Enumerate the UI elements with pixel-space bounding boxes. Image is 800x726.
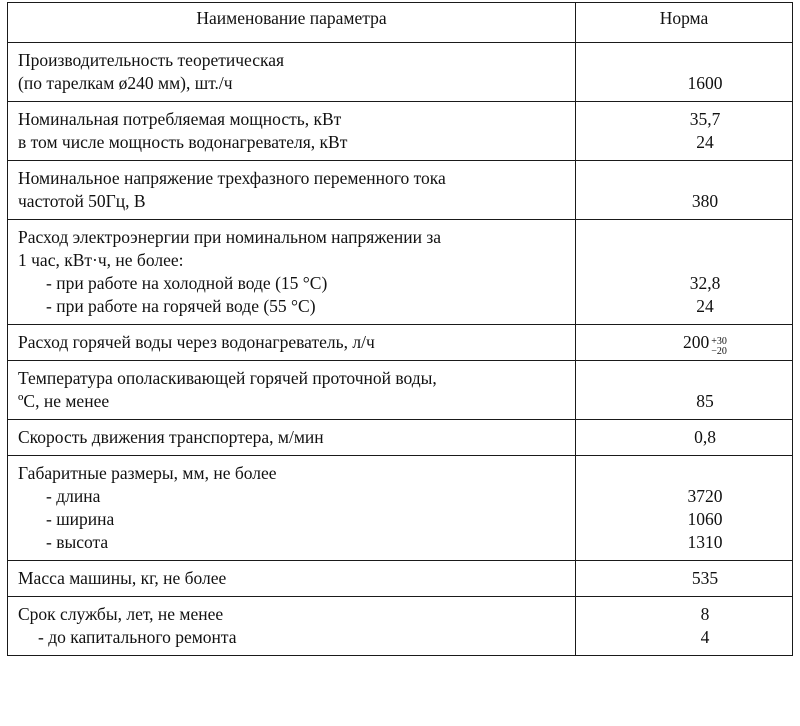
norm-value: 200: [683, 332, 710, 352]
norm-line: [624, 249, 786, 272]
norm-line: 535: [691, 568, 719, 588]
table-row: [8, 220, 793, 325]
norm-line-with-tolerance: [624, 331, 786, 357]
norm-line: 380: [691, 191, 719, 211]
norm-line: 8: [700, 604, 710, 624]
param-cell: [8, 220, 576, 325]
norm-line: 32,8: [689, 273, 721, 293]
table-row: [8, 161, 793, 220]
param-line: Номинальная потребляемая мощность, кВт: [18, 109, 342, 129]
norm-cell: [576, 561, 793, 597]
param-line: Расход горячей воды через водонагреватель, л/ч: [18, 332, 375, 352]
param-line: Производительность теоретическая: [18, 50, 285, 70]
norm-cell: [576, 43, 793, 102]
param-cell: [8, 102, 576, 161]
norm-cell: [576, 161, 793, 220]
param-cell: [8, 43, 576, 102]
norm-cell: [576, 102, 793, 161]
norm-line: [624, 49, 786, 72]
param-line: - до капитального ремонта: [38, 627, 237, 647]
param-line: Габаритные размеры, мм, не более: [18, 463, 277, 483]
param-cell: [8, 597, 576, 656]
param-line: в том числе мощность водонагревателя, кВт: [18, 132, 348, 152]
norm-cell: [576, 420, 793, 456]
norm-line: 0,8: [694, 427, 716, 447]
norm-line: 1310: [687, 532, 723, 552]
table-row: [8, 456, 793, 561]
norm-line: [624, 226, 786, 249]
param-cell: [8, 456, 576, 561]
param-line: - при работе на холодной воде (15 °С): [46, 273, 328, 293]
param-line: Расход электроэнергии при номинальном напряжении за: [18, 227, 442, 247]
param-line: Температура ополаскивающей горячей проточной воды,: [18, 368, 437, 388]
param-line: Скорость движения транспортера, м/мин: [18, 427, 324, 447]
table-row: [8, 43, 793, 102]
param-line: Номинальное напряжение трехфазного переменного тока: [18, 168, 446, 188]
norm-line: [624, 462, 786, 485]
norm-cell: [576, 325, 793, 361]
tolerance-value: [683, 331, 727, 357]
param-cell: [8, 561, 576, 597]
param-line: - длина: [46, 486, 101, 506]
norm-cell: [576, 597, 793, 656]
param-line: Масса машины, кг, не более: [18, 568, 227, 588]
tolerance-lower: −20: [711, 346, 727, 357]
table-row: [8, 325, 793, 361]
norm-line: 85: [696, 391, 714, 411]
table-header-row: [8, 3, 793, 43]
header-param: Наименование параметра: [8, 3, 576, 43]
norm-line: 3720: [687, 486, 723, 506]
norm-cell: [576, 220, 793, 325]
param-line: (по тарелкам ø240 мм), шт./ч: [18, 73, 233, 93]
table-row: [8, 361, 793, 420]
header-norm: Норма: [576, 3, 793, 43]
specification-table: [7, 2, 793, 656]
norm-line: 24: [696, 296, 714, 316]
param-cell: [8, 161, 576, 220]
norm-line: 4: [700, 627, 710, 647]
table-row: [8, 597, 793, 656]
norm-line: 24: [696, 132, 714, 152]
param-line: частотой 50Гц, В: [18, 191, 146, 211]
param-line: - при работе на горячей воде (55 °С): [46, 296, 316, 316]
norm-line: 1060: [687, 509, 723, 529]
param-line: 1 час, кВт·ч, не более:: [18, 250, 184, 270]
param-cell: [8, 420, 576, 456]
norm-cell: [576, 456, 793, 561]
param-cell: [8, 361, 576, 420]
norm-line: [624, 367, 786, 390]
table-row: [8, 420, 793, 456]
norm-line: [624, 167, 786, 190]
norm-line: 35,7: [689, 109, 721, 129]
param-line: - высота: [46, 532, 109, 552]
tolerance-upper: +30: [711, 336, 727, 347]
table-row: [8, 102, 793, 161]
param-line: - ширина: [46, 509, 115, 529]
tolerance-range: [711, 337, 727, 357]
norm-line: 1600: [687, 73, 723, 93]
param-line: ºС, не менее: [18, 391, 110, 411]
table-row: [8, 561, 793, 597]
norm-cell: [576, 361, 793, 420]
param-cell: [8, 325, 576, 361]
param-line: Срок службы, лет, не менее: [18, 604, 224, 624]
